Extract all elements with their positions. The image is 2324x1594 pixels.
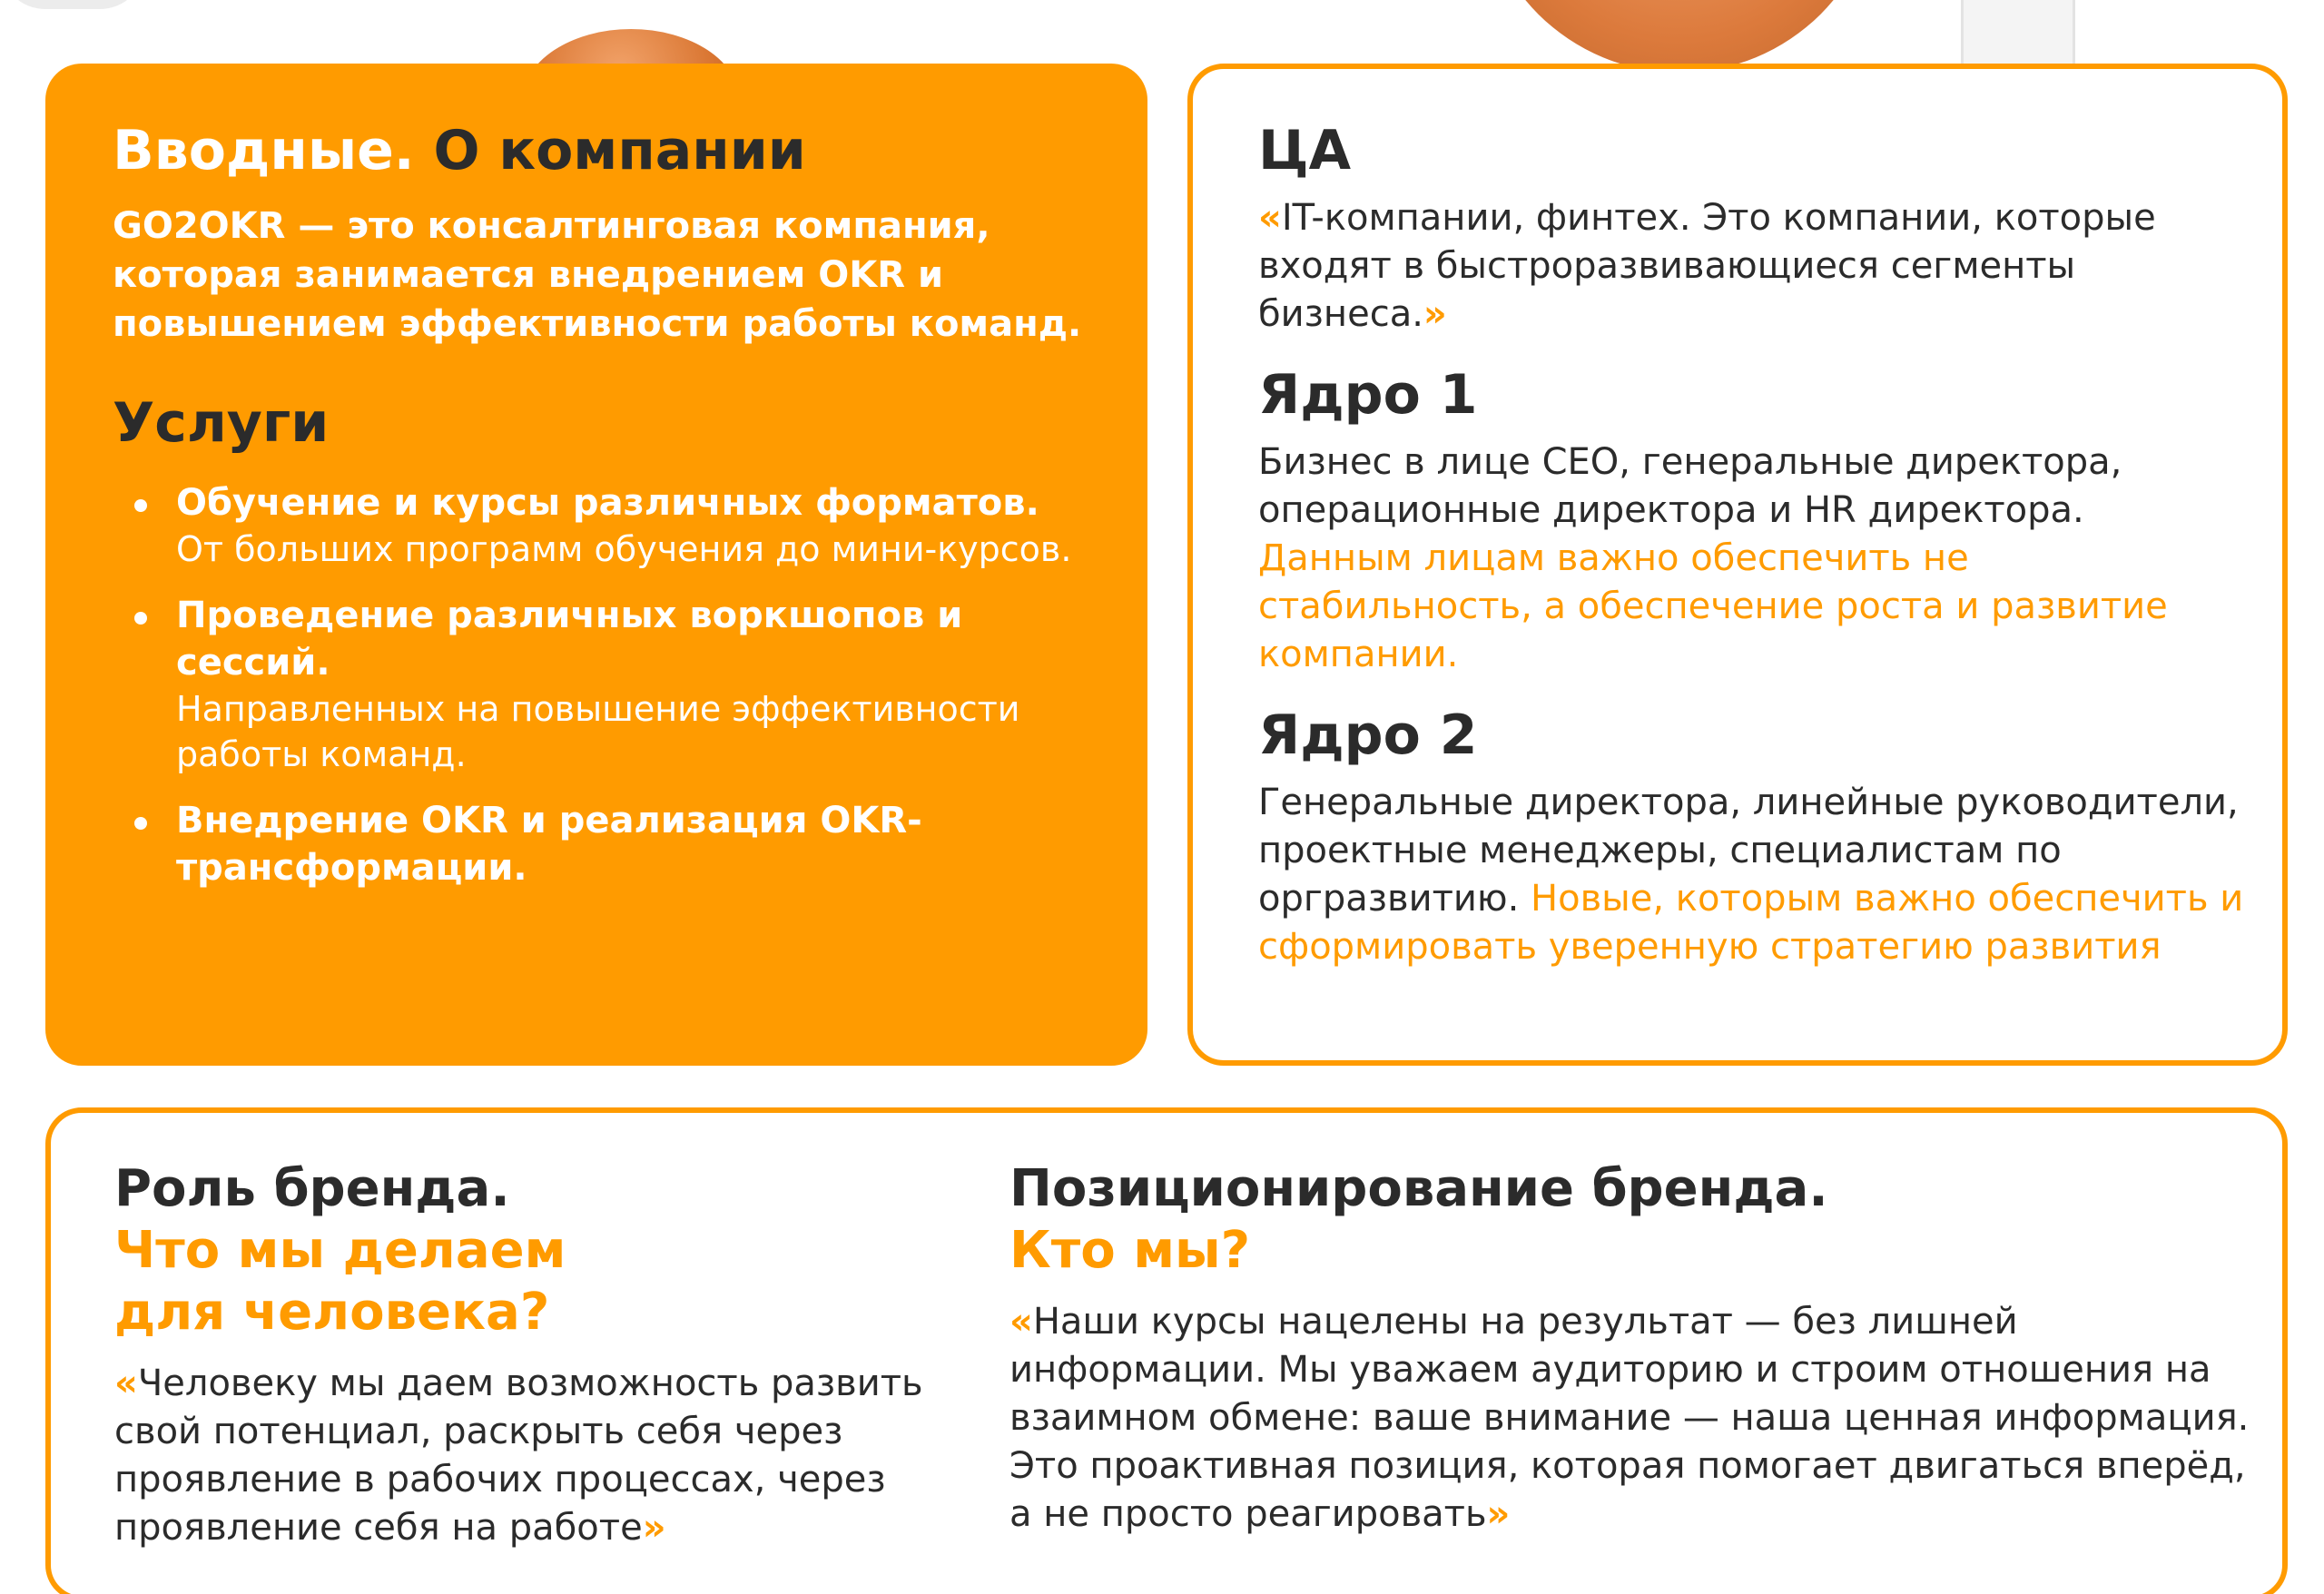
quote-close-mark: »: [1486, 1493, 1511, 1535]
core2-highlight: Новые, которым важно обеспечить и сформировать уверенную стратегию развития: [1258, 878, 2244, 968]
brand-positioning-title-line2: Кто мы?: [1009, 1221, 1251, 1280]
service-item: [113, 592, 1084, 777]
about-title: [113, 118, 1084, 183]
core2-text: [1258, 779, 2248, 971]
core1-title: Ядро 1: [1258, 363, 1478, 427]
audience-quote-text: IT-компании, финтех. Это компании, которые входят в быстроразвивающиеся сегменты бизнеса.: [1258, 197, 2156, 335]
brand-role-column: [114, 1158, 1004, 1552]
brand-role-text: [114, 1360, 1004, 1552]
bullet-icon: [134, 612, 147, 625]
brand-positioning-title-line1: Позиционирование бренда.: [1009, 1159, 1828, 1218]
brand-positioning-title: [1009, 1158, 2262, 1282]
brand-role-title: [114, 1158, 1004, 1343]
core1-highlight: Данным лицам важно обеспечить не стабильность, а обеспечение роста и развитие компании.: [1258, 537, 2168, 675]
decorative-ball-large: [1480, 0, 1879, 73]
decorative-bar: [1961, 0, 2075, 64]
core2-description: Генеральные директора, линейные руководители, проектные менеджеры, специалистам по оргразвитию.: [1258, 782, 2239, 920]
audience-card: [1187, 64, 2288, 1066]
brand-positioning-quote: Наши курсы нацелены на результат — без лишней информации. Мы уважаем аудиторию и строим отношения на взаимном обмене: ваше внимание — наша ценная информация. Это проактивная позиция, которая помогает двигаться вперёд, а не просто реагировать: [1009, 1301, 2250, 1535]
brand-role-title-line3: для человека?: [114, 1283, 550, 1342]
bullet-icon: [134, 499, 147, 512]
service-description: Направленных на повышение эффективности работы команд.: [176, 689, 1020, 774]
service-description: От больших программ обучения до мини-курсов.: [176, 529, 1072, 569]
brand-role-title-line2: Что мы делаем: [114, 1221, 566, 1280]
about-card: [45, 64, 1147, 1066]
about-title-lead: Вводные.: [113, 119, 415, 182]
audience-title: ЦА: [1258, 119, 1352, 182]
service-item: [113, 797, 1084, 891]
quote-close-mark: »: [1423, 293, 1447, 335]
quote-close-mark: »: [642, 1507, 666, 1549]
service-item: [113, 479, 1084, 572]
core1-text: [1258, 438, 2248, 679]
quote-open-mark: «: [1009, 1301, 1033, 1343]
brand-positioning-text: [1009, 1298, 2262, 1539]
audience-quote: [1258, 194, 2248, 339]
core2-title: Ядро 2: [1258, 704, 1478, 767]
brand-positioning-column: [1009, 1158, 2262, 1539]
services-title: Услуги: [113, 391, 330, 455]
service-title: Обучение и курсы различных форматов.: [176, 482, 1039, 524]
services-list: [113, 479, 1084, 891]
brand-card: [45, 1107, 2288, 1594]
bullet-icon: [134, 817, 147, 830]
service-title: Проведение различных воркшопов и сессий.: [176, 595, 963, 684]
about-title-rest: О компании: [433, 119, 806, 182]
service-title: Внедрение OKR и реализация OKR-трансформации.: [176, 800, 922, 889]
brand-role-quote: Человеку мы даем возможность развить свой потенциал, раскрыть себя через проявление в рабочих процессах, через проявление себя на работе: [114, 1363, 923, 1549]
about-intro: GO2OKR — это консалтинговая компания, которая занимается внедрением OKR и повышением эффективности работы команд.: [113, 205, 1082, 345]
decorative-disc: [0, 0, 145, 9]
brand-role-title-line1: Роль бренда.: [114, 1159, 510, 1218]
quote-open-mark: «: [1258, 197, 1282, 239]
quote-open-mark: «: [114, 1363, 138, 1404]
core1-description: Бизнес в лице CEO, генеральные директора, операционные директора и HR директора.: [1258, 441, 2122, 531]
